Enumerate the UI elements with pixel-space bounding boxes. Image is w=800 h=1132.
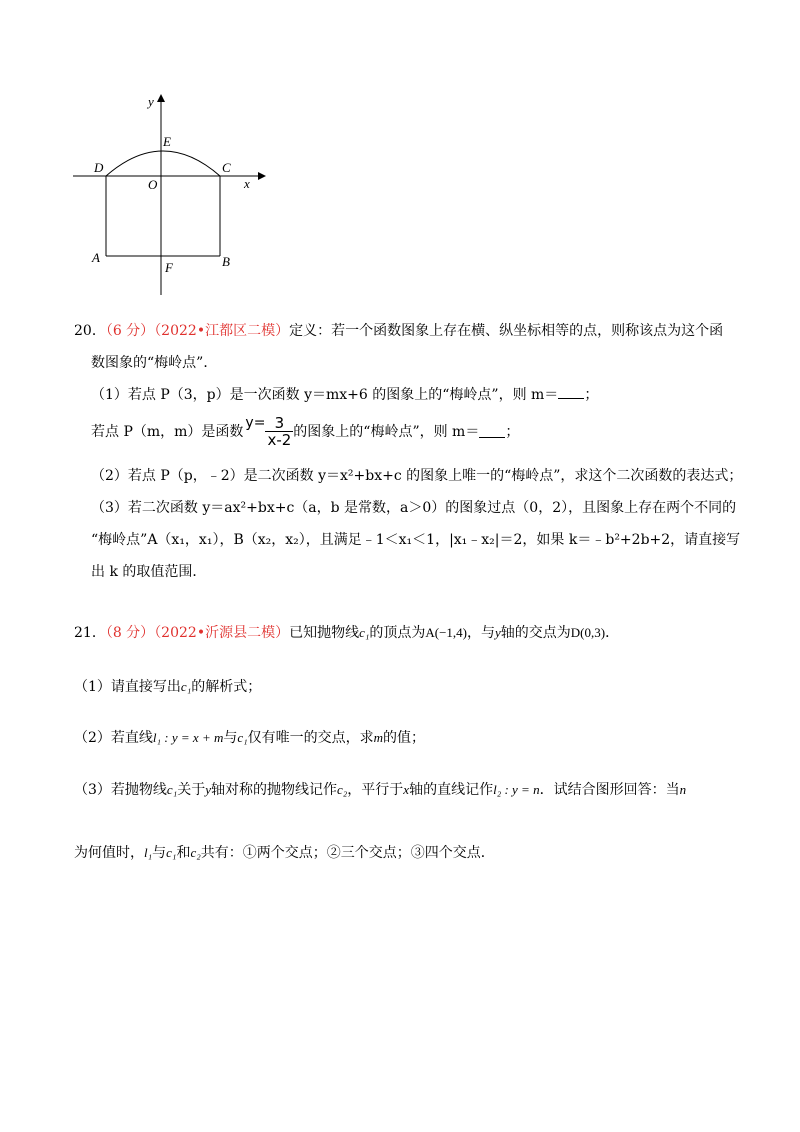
q21-part3-line1 <box>74 779 686 799</box>
q21-line1 <box>74 622 619 642</box>
q21-part2-c: 仅有唯一的交点，求 <box>247 730 374 746</box>
q20-line2: 数图象的“梅岭点”． <box>91 355 218 371</box>
y-symbol-2: y <box>205 782 211 797</box>
q21-part3-e: 轴的直线记作 <box>409 782 494 798</box>
q21-stem-d: 轴的交点为 <box>500 625 571 641</box>
q21-number: 21． <box>74 625 106 641</box>
q20-number: 20． <box>74 323 106 339</box>
y-axis-arrow <box>157 94 165 102</box>
q20-part2: （2）若点 P（p，﹣2）是二次函数 y＝x²+bx+c 的图象上唯一的“梅岭点”，求这个二次函数的表达式； <box>91 468 743 484</box>
q21-stem-c: ，与 <box>467 625 496 641</box>
q21-stem-e: ． <box>605 625 620 641</box>
label-o: O <box>148 177 158 192</box>
fraction-numerator: 3 <box>265 415 293 432</box>
m-symbol: m <box>373 730 384 745</box>
label-y: y <box>148 94 154 109</box>
q20-part1a-end: ； <box>584 387 599 403</box>
q20-score: （6 分） <box>105 323 155 339</box>
answer-blank-2[interactable] <box>479 425 505 438</box>
q20-part1b-end: ； <box>505 424 520 440</box>
label-e: E <box>163 134 171 149</box>
q21-part3-b: 关于 <box>177 782 206 798</box>
fraction-denominator: x-2 <box>267 430 292 449</box>
q20-part3-line3: 出 k 的取值范围． <box>91 564 207 580</box>
y-symbol: y <box>495 625 501 640</box>
n-symbol: n <box>679 782 687 797</box>
q21-part3-a: （3）若抛物线 <box>74 782 167 798</box>
q21-part2 <box>74 727 425 747</box>
c2-symbol: c₂ <box>337 782 348 797</box>
label-f: F <box>165 260 173 275</box>
q20-part1b <box>91 408 519 454</box>
q21-stem-b: 的顶点为 <box>369 625 426 641</box>
q20-part3-line2: “梅岭点”A（x₁，x₁），B（x₂，x₂），且满足﹣1＜x₁＜1，|x₁﹣x₂|＝2，如果 k＝﹣b²+2b+2，请直接写 <box>91 532 741 548</box>
q21-part3-g: 为何值时， <box>74 845 144 861</box>
geometry-figure <box>68 90 268 300</box>
q21-part3-i: 和 <box>176 845 191 861</box>
c2-symbol-2: c₂ <box>190 845 201 860</box>
q21-part1-end: 的解析式； <box>191 679 262 695</box>
q21-part2-b: 与 <box>223 730 238 746</box>
q21-source: （2022•沂源县二模） <box>154 625 290 641</box>
vertex-a: A(−1,4) <box>425 625 468 640</box>
q21-part3-c: 轴对称的抛物线记作 <box>211 782 337 798</box>
q21-part3-d: ，平行于 <box>347 782 404 798</box>
q21-part3-f: ．试结合图形回答：当 <box>539 782 680 798</box>
l1-symbol: l₁ <box>144 845 153 860</box>
q21-part1-text: （1）请直接写出 <box>74 679 181 695</box>
c1-symbol: c₁ <box>359 625 370 640</box>
q20-part1a-text: （1）若点 P（3，p）是一次函数 y＝mx+6 的图象上的“梅岭点”，则 m＝ <box>91 387 559 403</box>
q21-part3-h: 与 <box>152 845 167 861</box>
q21-part3-line2 <box>74 842 495 862</box>
fraction-lead: y= <box>245 415 266 431</box>
q20-part1b-post: 的图象上的“梅岭点”，则 m＝ <box>293 424 480 440</box>
answer-blank-1[interactable] <box>558 386 584 399</box>
q21-part3-j: 共有：①两个交点；②三个交点；③四个交点． <box>200 845 495 861</box>
q21-part2-a: （2）若直线 <box>74 730 153 746</box>
label-x: x <box>244 176 250 191</box>
c1-symbol-5: c₁ <box>166 845 177 860</box>
q20-line1 <box>74 320 723 340</box>
arc-dec <box>106 151 220 176</box>
q20-part1a <box>91 384 598 404</box>
line-l1: l₁ : y = x + m <box>152 730 224 745</box>
q21-score: （8 分） <box>105 625 155 641</box>
label-c: C <box>222 160 231 175</box>
q21-stem-a: 已知抛物线 <box>289 625 360 641</box>
q21-part1 <box>74 676 261 696</box>
label-b: B <box>222 254 230 269</box>
c1-symbol-2: c₁ <box>180 679 192 694</box>
q20-source: （2022•江都区二模） <box>154 323 290 339</box>
line-l2: l₂ : y = n <box>493 782 540 797</box>
point-d: D(0,3) <box>570 625 606 640</box>
label-d: D <box>94 160 104 175</box>
q20-part1b-pre: 若点 P（m，m）是函数 <box>91 424 244 440</box>
q20-part3-line1: （3）若二次函数 y＝ax²+bx+c（a，b 是常数，a＞0）的图象过点（0，2），且图象上存在两个不同的 <box>91 500 737 516</box>
q21-part2-d: 的值； <box>383 730 426 746</box>
c1-symbol-4: c₁ <box>166 782 178 797</box>
q20-stem: 定义：若一个函数图象上存在横、纵坐标相等的点，则称该点为这个函 <box>289 323 724 339</box>
x-axis-arrow <box>258 172 266 180</box>
x-symbol: x <box>403 782 410 797</box>
fraction <box>265 415 293 448</box>
c1-symbol-3: c₁ <box>237 730 248 745</box>
label-a: A <box>92 250 100 265</box>
